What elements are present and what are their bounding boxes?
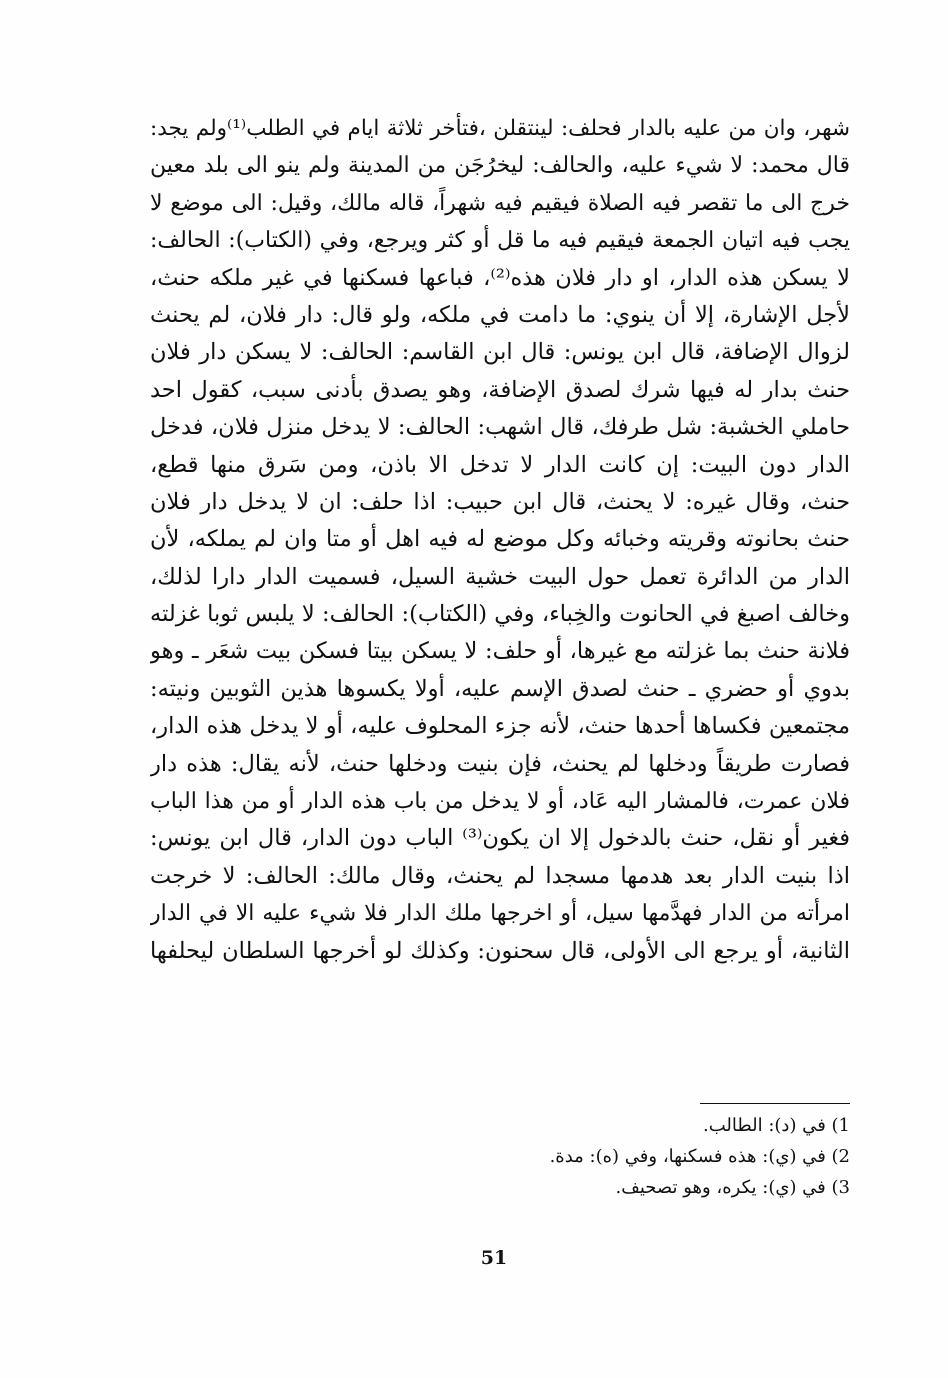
- text-line: امرأته من الدار فهدَّمها سيل، أو اخرجها ملك الدار فلا شيء عليه الا في الدار: [150, 901, 850, 927]
- text-line: الدار دون البيت: إن كانت الدار لا تدخل الا باذن، ومن سَرق منها قطع،: [150, 451, 850, 478]
- text-line: مجتمعين فكساها أحدها حنث، لأنه جزء المحلوف عليه، أو لا يدخل هذه الدار،: [150, 713, 850, 740]
- text-line: حنث بدار له فيها شرك لصدق الإضافة، وهو يصدق بأدنى سبب، كقول احد: [150, 376, 850, 403]
- text-line: خرج الى ما تقصر فيه الصلاة فيقيم فيه شهراً، قاله مالك، وقيل: الى موضع لا: [150, 190, 850, 216]
- text-line: حنث، وقال غيره: لا يحنث، قال ابن حبيب: اذا حلف: ان لا يدخل دار فلان: [150, 488, 850, 515]
- text-line: حاملي الخشبة: شل طرفك، قال اشهب: الحالف: لا يدخل منزل فلان، فدخل: [150, 414, 850, 441]
- text-line: بدوي أو حضري ـ حنث لصدق الإسم عليه، أولا يكسوها هذين الثوبين ونيته:: [150, 675, 850, 702]
- text-line: لأجل الإشارة، إلا أن ينوي: ما دامت في ملكه، ولو قال: دار فلان، لم يحنث: [150, 301, 850, 328]
- text-line: وخالف اصبغ في الحانوت والخِباء، وفي (الكتاب): الحالف: لا يلبس ثوبا غزلته: [150, 601, 850, 628]
- text-line: لزوال الإضافة، قال ابن يونس: قال ابن القاسم: الحالف: لا يسكن دار فلان: [150, 339, 850, 366]
- text-line: الثانية، أو يرجع الى الأولى، قال سحنون: وكذلك لو أخرجها السلطان ليحلفها: [150, 937, 850, 964]
- text-line: شهر، وان من عليه بالدار فحلف: لينتقلن ،فتأخر ثلاثة ايام في الطلب⁽¹⁾ولم يجد:: [150, 116, 850, 141]
- text-line: فصارت طريقاً ودخلها لم يحنث، فإن بنيت ودخلها حنث، لأنه يقال: هذه دار: [150, 750, 850, 777]
- text-line: اذا بنيت الدار بعد هدمها مسجدا لم يحنث، وقال مالك: الحالف: لا خرجت: [150, 862, 850, 889]
- footnotes: [400, 1110, 850, 1203]
- text-line: فلان عمرت، فالمشار اليه عَاد، أو لا يدخل من باب هذه الدار أو من هذا الباب: [150, 789, 850, 815]
- text-line: الدار من الدائرة تعمل حول البيت خشية السيل، فسميت الدار دارا لذلك،: [150, 563, 850, 590]
- footnote: 3) في (ي): يكره، وهو تصحيف.: [615, 1177, 850, 1198]
- footnote-separator: [700, 1103, 850, 1104]
- text-line: يجب فيه اتيان الجمعة فيقيم فيه ما قل أو كثر ويرجع، وفي (الكتاب): الحالف:: [150, 228, 850, 254]
- text-line: حنث بحانوته وقريته وخبائه وكل موضع له فيه اهل أو متا وان لم يملكه، لأن: [150, 526, 850, 553]
- footnote: 2) في (ي): هذه فسكنها، وفي (ه): مدة.: [549, 1146, 850, 1167]
- footnote: 1) في (د): الطالب.: [703, 1115, 850, 1136]
- text-line: فلانة حنث بما غزلته مع غيرها، أو حلف: لا يسكن بيتا فسكن بيت شعَر ـ وهو: [150, 638, 850, 665]
- text-line: لا يسكن هذه الدار، او دار فلان هذه⁽²⁾، فباعها فسكنها في غير ملكه حنث،: [150, 264, 850, 291]
- text-line: قال محمد: لا شيء عليه، والحالف: ليخرُجَن من المدينة ولم ينو الى بلد معين: [150, 153, 850, 179]
- page-number: 51: [480, 1247, 508, 1269]
- main-text: [150, 110, 850, 970]
- text-line: فغير أو نقل، حنث بالدخول إلا ان يكون⁽³⁾ الباب دون الدار، قال ابن يونس:: [150, 825, 850, 852]
